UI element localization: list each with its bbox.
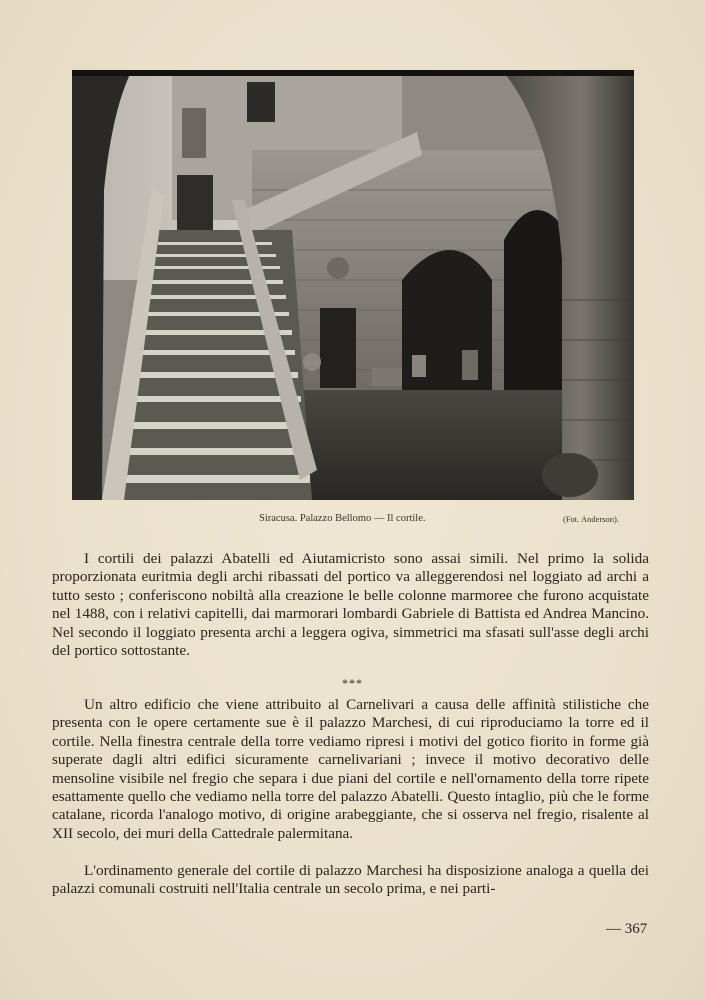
paragraph-1 (52, 550, 649, 660)
section-separator: *** (342, 676, 363, 690)
courtyard-illustration (72, 70, 634, 500)
photo-credit: (Fot. Anderson). (563, 514, 619, 524)
paragraph-1-text: I cortili dei palazzi Abatelli ed Aiutamicristo sono assai simili. Nel primo la solida proporzionata euritmia degli archi ribassati del portico va alleggerendosi nel loggiato ad archi a tutto sesto ; conferiscono nobiltà alla creazione le belle colonne marmoree che furono acquistate nel 1488, con i relativi capitelli, dai marmorari lombardi Gabriele di Battista ed Andrea Mancino. Nel secondo il loggiato presenta archi a leggera ogiva, simmetrici ma sfasati sull'asse degli archi del portico sottostante. (52, 550, 649, 660)
paragraph-2 (52, 696, 649, 843)
page-number: — 367 (606, 921, 648, 937)
paragraph-3-text: L'ordinamento generale del cortile di palazzo Marchesi ha disposizione analoga a quella dei palazzi comunali costruiti nell'Italia centrale un secolo prima, e nei parti- (52, 862, 649, 898)
caption-text: Siracusa. Palazzo Bellomo — Il cortile. (259, 513, 426, 524)
figure-caption (0, 513, 705, 529)
paragraph-2-text: Un altro edificio che viene attribuito al Carnelivari a causa delle affinità stilistiche che presenta con le opere certamente sue è il palazzo Marchesi, di cui riproduciamo la torre ed il cortile. Nella finestra centrale della torre vediamo ripresi i motivi del gotico fiorito in forme già superate dagli altri edifici sicuramente carnelivariani ; invece il motivo decorativo delle mensoline visibile nel fregio che separa i due piani del cortile e nell'ornamento della torre ripete esattamente quello che vediamo nella torre del palazzo Abatelli. Questo intaglio, più che le forme catalane, ricorda l'analogo motivo, di origine arabeggiante, che si osserva nel fregio, risalente al XII secolo, dei muri della Cattedrale palermitana. (52, 696, 649, 842)
courtyard-photograph (72, 70, 634, 500)
paragraph-3 (52, 862, 649, 899)
